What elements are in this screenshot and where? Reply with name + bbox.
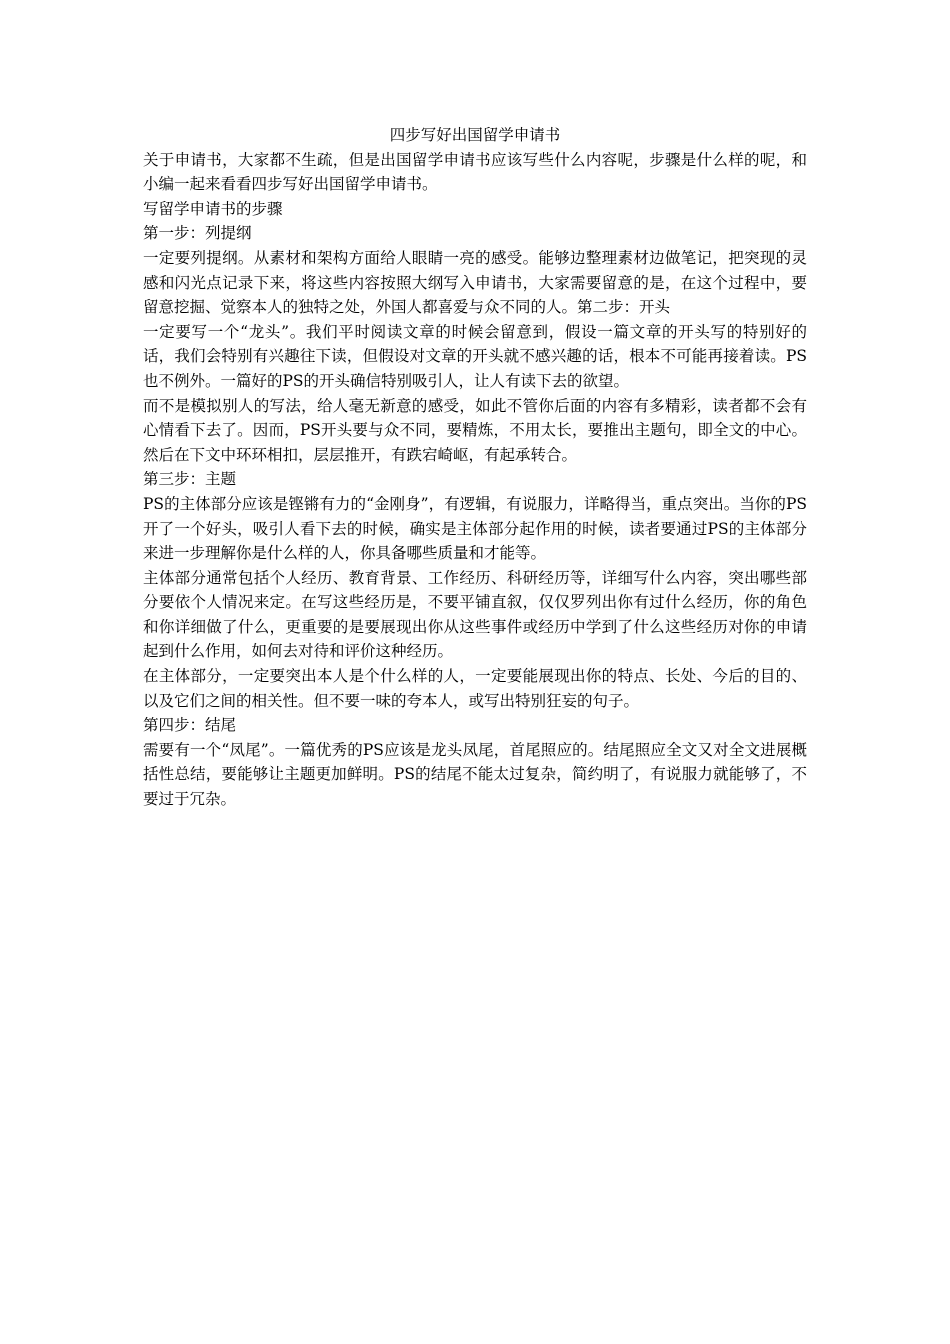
document-body — [143, 123, 807, 812]
document-title: 四步写好出国留学申请书 — [389, 126, 561, 144]
step2-paragraph-2: 而不是模拟别人的写法，给人毫无新意的感受，如此不管你后面的内容有多精彩，读者都不会有心情看下去了。因而，PS开头要与众不同，要精炼，不用太长，要推出主题句，即全文的中心。然后在下文中环环相扣，层层推开，有跌宕崎岖，有起承转合。 — [143, 396, 807, 464]
step3-paragraph-3: 在主体部分，一定要突出本人是个什么样的人，一定要能展现出你的特点、长处、今后的目的、以及它们之间的相关性。但不要一味的夸本人，或写出特别狂妄的句子。 — [143, 667, 807, 710]
document-blocks — [143, 148, 807, 812]
step3-paragraph-1: PS的主体部分应该是铿锵有力的“金刚身”，有逻辑，有说服力，详略得当，重点突出。当你的PS开了一个好头，吸引人看下去的时候，确实是主体部分起作用的时候，读者要通过PS的主体部分来进一步理解你是什么样的人，你具备哪些质量和才能等。 — [143, 494, 807, 563]
steps-heading: 写留学申请书的步骤 — [143, 199, 283, 218]
step4-heading: 第四步：结尾 — [143, 716, 237, 735]
step1-heading: 第一步：列提纲 — [143, 224, 252, 243]
step2-paragraph-1: 一定要写一个“龙头”。我们平时阅读文章的时候会留意到，假设一篇文章的开头写的特别好的话，我们会特别有兴趣往下读，但假设对文章的开头就不感兴趣的话，根本不可能再接着读。PS也不例外。一篇好的PS的开头确信特别吸引人，让人有读下去的欲望。 — [143, 322, 807, 390]
intro-paragraph: 关于申请书，大家都不生疏，但是出国留学申请书应该写些什么内容呢，步骤是什么样的呢，和小编一起来看看四步写好出国留学申请书。 — [143, 150, 807, 194]
step3-heading: 第三步：主题 — [143, 470, 237, 489]
step4-paragraph: 需要有一个“凤尾”。一篇优秀的PS应该是龙头凤尾，首尾照应的。结尾照应全文又对全文进展概括性总结，要能够让主题更加鲜明。PS的结尾不能太过复杂，简约明了，有说服力就能够了，不要过于冗杂。 — [143, 740, 807, 809]
step1-paragraph: 一定要列提纲。从素材和架构方面给人眼睛一亮的感受。能够边整理素材边做笔记，把突现的灵感和闪光点记录下来，将这些内容按照大纲写入申请书，大家需要留意的是，在这个过程中，要留意挖掘、觉察本人的独特之处，外国人都喜爱与众不同的人。第二步：开头 — [143, 248, 807, 317]
step3-paragraph-2: 主体部分通常包括个人经历、教育背景、工作经历、科研经历等，详细写什么内容，突出哪些部分要依个人情况来定。在写这些经历是，不要平铺直叙，仅仅罗列出你有过什么经历，你的角色和你详细做了什么，更重要的是要展现出你从这些事件或经历中学到了什么这些经历对你的申请起到什么作用，如何去对待和评价这种经历。 — [143, 568, 807, 661]
